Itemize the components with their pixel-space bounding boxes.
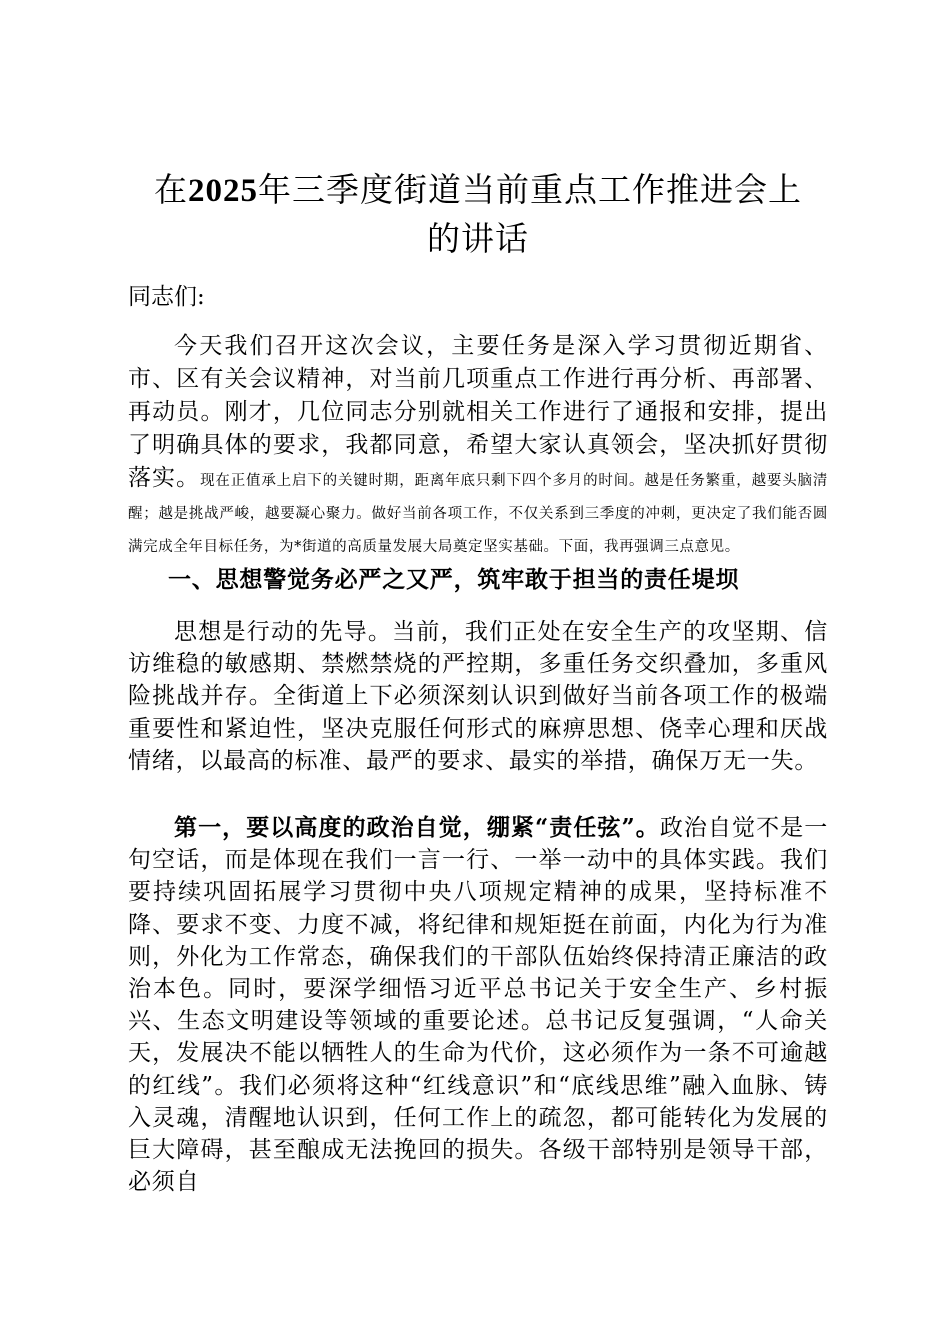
salutation: 同志们: xyxy=(128,284,205,310)
intro-small-text: 现在正值承上启下的关键时期，距离年底只剩下四个多月的时间。越是任务繁重，越要头脑清醒；越是挑战严峻，越要凝心聚力。做好当前各项工作，不仅关系到三季度的冲刺，更决定了我们能否圆满完成全年目标任务，为*街道的高质量发展大局奠定坚实基础。下面，我再强调三点意见。 xyxy=(128,473,828,555)
title-line2: 的讲话 xyxy=(427,219,529,258)
title-year: 2025 xyxy=(188,173,258,209)
point1-paragraph xyxy=(128,812,828,1198)
intro-main-text: 今天我们召开这次会议，主要任务是深入学习贯彻近期省、市、区有关会议精神，对当前几项重点工作进行再分析、再部署、再动员。刚才，几位同志分别就相关工作进行了通报和安排，提出了明确具体的要求，我都同意，希望大家认真领会，坚决抓好贯彻落实。 xyxy=(128,333,828,491)
point1-body: 政治自觉不是一句空话，而是体现在我们一言一行、一举一动中的具体实践。我们要持续巩固拓展学习贯彻中央八项规定精神的成果，坚持标准不降、要求不变、力度不减，将纪律和规矩挺在前面，内化为行为准则，外化为工作常态，确保我们的干部队伍始终保持清正廉洁的政治本色。同时，要深学细悟习近平总书记关于安全生产、乡村振兴、生态文明建设等领域的重要论述。总书记反复强调，“人命关天，发展决不能以牺牲人的生命为代价，这必须作为一条不可逾越的红线”。我们必须将这种“红线意识”和“底线思维”融入血脉、铸入灵魂，清醒地认识到，任何工作上的疏忽，都可能转化为发展的巨大障碍，甚至酿成无法挽回的损失。各级干部特别是领导干部，必须自 xyxy=(128,815,828,1196)
point1-lead: 第一，要以高度的政治自觉，绷紧“责任弦”。 xyxy=(174,814,660,841)
intro-paragraph xyxy=(128,330,828,561)
document-title xyxy=(128,166,828,263)
section-heading-1: 一、思想警觉务必严之又严，筑牢敢于担当的责任堤坝 xyxy=(168,566,740,593)
title-prefix: 在 xyxy=(154,170,188,209)
title-line1-rest: 年三季度街道当前重点工作推进会上 xyxy=(258,170,802,209)
section1-paragraph: 思想是行动的先导。当前，我们正处在安全生产的攻坚期、信访维稳的敏感期、禁燃禁烧的严控期，多重任务交织叠加，多重风险挑战并存。全街道上下必须深刻认识到做好当前各项工作的极端重要性和紧迫性，坚决克服任何形式的麻痹思想、侥幸心理和厌战情绪，以最高的标准、最严的要求、最实的举措，确保万无一失。 xyxy=(128,619,828,774)
